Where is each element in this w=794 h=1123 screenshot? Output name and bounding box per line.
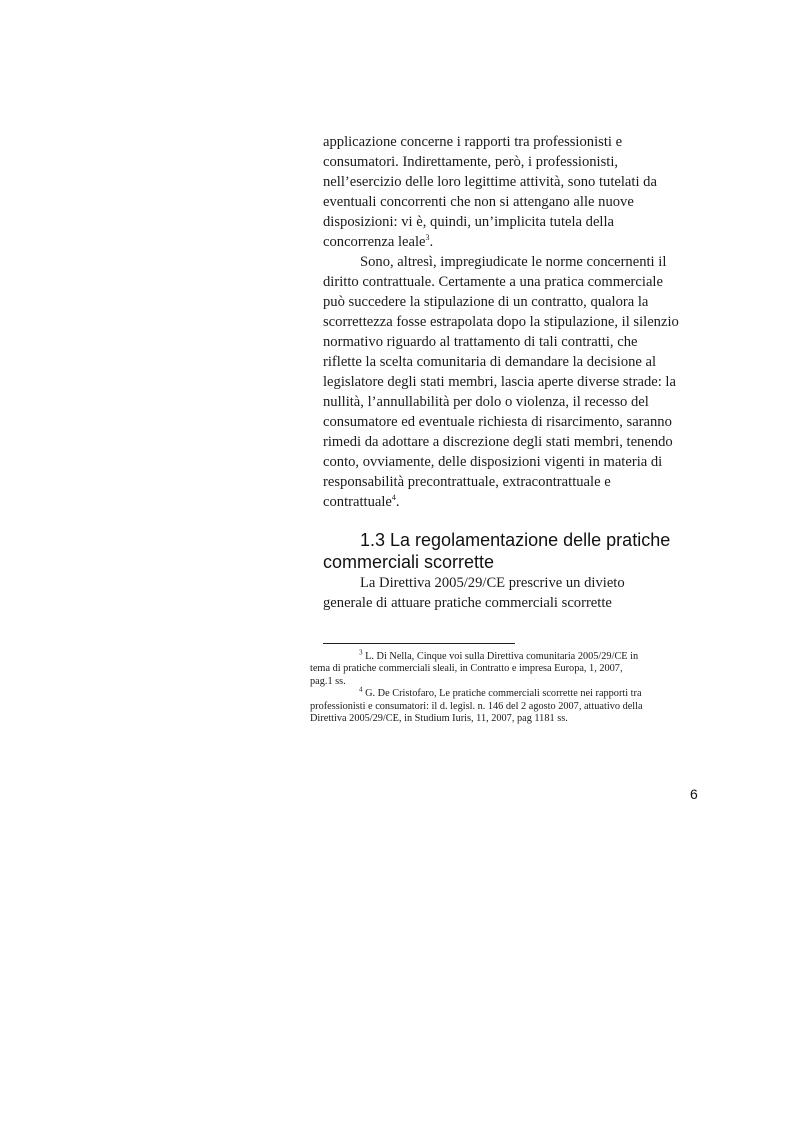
text-line: consumatori. Indirettamente, però, i professionisti, bbox=[323, 154, 619, 170]
text-line: scorrettezza fosse estrapolata dopo la stipulazione, il silenzio bbox=[323, 314, 679, 330]
text-line bbox=[323, 232, 708, 252]
text-line: applicazione concerne i rapporti tra professionisti e bbox=[323, 134, 623, 150]
footnote-separator bbox=[323, 643, 515, 644]
section-heading bbox=[323, 529, 708, 573]
footnote-line: professionisti e consumatori: il d. legisl. n. 146 del 2 agosto 2007, attuativo della bbox=[310, 700, 643, 712]
footnotes bbox=[310, 648, 710, 725]
footnote-ref-3[interactable]: 3 bbox=[425, 233, 430, 243]
text-line: consumatore ed eventuale richiesta di risarcimento, saranno bbox=[323, 414, 672, 430]
footnote-text: L. Di Nella, Cinque voi sulla Direttiva comunitaria 2005/29/CE in bbox=[365, 651, 639, 662]
text-line: responsabilità precontrattuale, extracontrattuale e bbox=[323, 474, 611, 490]
footnote-line: Direttiva 2005/29/CE, in Studium Iuris, 11, 2007, pag 1181 ss. bbox=[310, 712, 568, 724]
footnote-line: pag.1 ss. bbox=[310, 675, 346, 687]
footnote-4 bbox=[310, 685, 710, 725]
text-line: Sono, altresì, impregiudicate le norme concernenti il bbox=[360, 254, 667, 270]
text-line: conto, ovviamente, delle disposizioni vigenti in materia di bbox=[323, 454, 663, 470]
footnote-line bbox=[310, 685, 710, 700]
footnote-line: tema di pratiche commerciali sleali, in Contratto e impresa Europa, 1, 2007, bbox=[310, 663, 623, 675]
text-line bbox=[323, 492, 708, 512]
heading-line: commerciali scorrette bbox=[323, 552, 495, 572]
text-line: può succedere la stipulazione di un contratto, qualora la bbox=[323, 294, 649, 310]
text-fragment: . bbox=[395, 494, 400, 510]
text-line: eventuali concorrenti che non si attengano alle nuove bbox=[323, 194, 634, 210]
page-number: 6 bbox=[690, 786, 698, 802]
text-line: generale di attuare pratiche commerciali scorrette bbox=[323, 595, 612, 611]
text-fragment: contrattuale bbox=[323, 494, 392, 510]
text-line: nell’esercizio delle loro legittime attività, sono tutelati da bbox=[323, 174, 657, 190]
text-line: riflette la scelta comunitaria di demandare la decisione al bbox=[323, 354, 657, 370]
footnote-text: G. De Cristofaro, Le pratiche commerciali scorrette nei rapporti tra bbox=[365, 688, 642, 700]
text-line: disposizioni: vi è, quindi, un’implicita tutela della bbox=[323, 214, 615, 230]
text-line: nullità, l’annullabilità per dolo o violenza, il recesso del bbox=[323, 394, 649, 410]
text-line: rimedi da adottare a discrezione degli stati membri, tenendo bbox=[323, 434, 673, 450]
heading-line: 1.3 La regolamentazione delle pratiche bbox=[360, 530, 671, 550]
paragraph-1 bbox=[323, 132, 708, 252]
paragraph-2 bbox=[323, 252, 708, 512]
text-line: diritto contrattuale. Certamente a una pratica commerciale bbox=[323, 274, 663, 290]
text-fragment: . bbox=[429, 234, 434, 250]
footnote-line bbox=[310, 648, 710, 663]
footnote-3 bbox=[310, 648, 710, 688]
paragraph-3 bbox=[323, 573, 708, 613]
body-text bbox=[323, 132, 708, 613]
text-line: normativo riguardo al trattamento di tali contratti, che bbox=[323, 334, 638, 350]
text-line: La Direttiva 2005/29/CE prescrive un divieto bbox=[360, 575, 625, 591]
footnote-number: 4 bbox=[359, 685, 363, 694]
text-fragment: concorrenza leale bbox=[323, 234, 426, 250]
footnote-ref-4[interactable]: 4 bbox=[391, 493, 396, 503]
text-line: legislatore degli stati membri, lascia aperte diverse strade: la bbox=[323, 374, 676, 390]
footnote-number: 3 bbox=[359, 648, 363, 657]
